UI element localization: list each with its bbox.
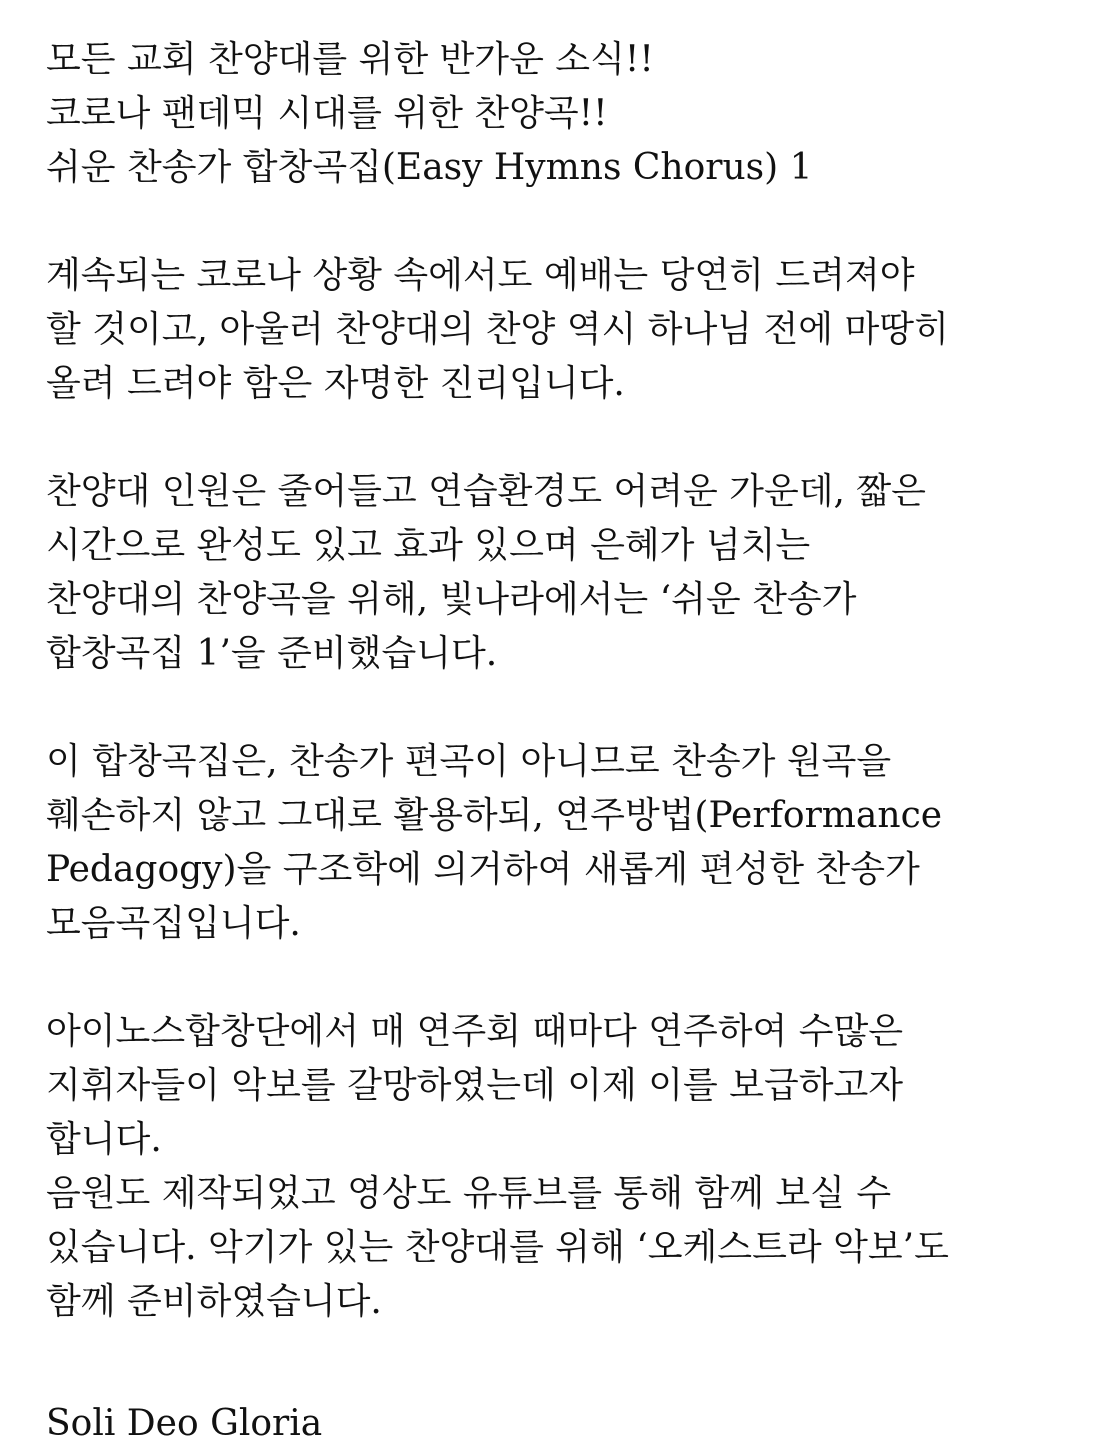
heading-line-3: 쉬운 찬송가 합창곡집(Easy Hymns Chorus) 1 [46,147,813,188]
paragraph-line: 함께 준비하였습니다. [46,1281,382,1322]
closing-signature: Soli Deo Gloria [46,1403,323,1444]
paragraph-line: 음원도 제작되었고 영상도 유튜브를 통해 함께 보실 수 [46,1173,892,1214]
paragraph-spacer [46,681,1086,735]
paragraph-line: 합창곡집 1’을 준비했습니다. [46,633,498,674]
paragraph-line: 합니다. [46,1119,162,1160]
paragraph-spacer [46,411,1086,465]
paragraph-line: 아이노스합창단에서 매 연주회 때마다 연주하여 수많은 [46,1011,904,1052]
paragraph-line: 찬양대의 찬양곡을 위해, 빛나라에서는 ‘쉬운 찬송가 [46,579,857,620]
heading-line-2: 코로나 팬데믹 시대를 위한 찬양곡!! [46,93,608,134]
heading-block [46,33,1086,195]
paragraph-line: Pedagogy)을 구조학에 의거하여 새롭게 편성한 찬송가 [46,849,920,890]
paragraph-4 [46,1005,1086,1329]
paragraph-line: 이 합창곡집은, 찬송가 편곡이 아니므로 찬송가 원곡을 [46,741,892,782]
paragraph-line: 있습니다. 악기가 있는 찬양대를 위해 ‘오케스트라 악보’도 [46,1227,949,1268]
paragraph-3 [46,735,1086,951]
paragraph-line: 지휘자들이 악보를 갈망하였는데 이제 이를 보급하고자 [46,1065,904,1106]
paragraph-line: 훼손하지 않고 그대로 활용하되, 연주방법(Performance [46,795,943,836]
paragraph-2 [46,465,1086,681]
paragraph-line: 시간으로 완성도 있고 효과 있으며 은혜가 넘치는 [46,525,811,566]
paragraph-line: 모음곡집입니다. [46,903,301,944]
paragraph-spacer [46,1329,1086,1383]
paragraph-1 [46,249,1086,411]
paragraph-line: 찬양대 인원은 줄어들고 연습환경도 어려운 가운데, 짧은 [46,471,926,512]
paragraph-line: 올려 드려야 함은 자명한 진리입니다. [46,363,625,404]
paragraph-spacer [46,195,1086,249]
paragraph-line: 계속되는 코로나 상황 속에서도 예배는 당연히 드려져야 [46,255,915,296]
paragraph-line: 할 것이고, 아울러 찬양대의 찬양 역시 하나님 전에 마땅히 [46,309,949,350]
paragraph-spacer [46,951,1086,1005]
heading-line-1: 모든 교회 찬양대를 위한 반가운 소식!! [46,39,654,80]
announcement-document [46,33,1086,1451]
